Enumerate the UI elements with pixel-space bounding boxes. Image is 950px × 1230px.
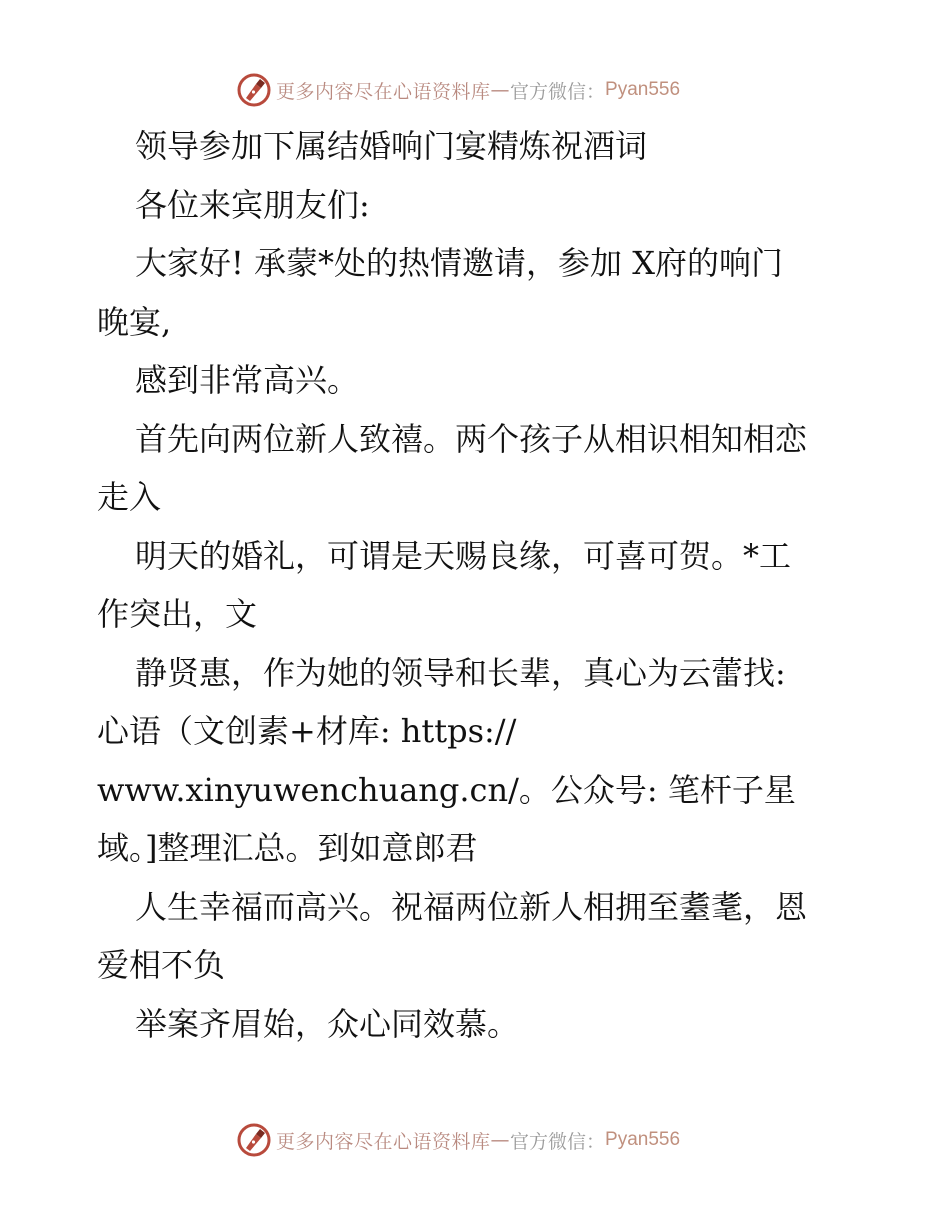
banner-wechat-id: Pyan556	[605, 1129, 681, 1150]
document-line: 人生幸福而高兴。祝福两位新人相拥至耋耄，恩	[135, 887, 808, 926]
banner-wechat-id: Pyan556	[605, 79, 681, 100]
document-line: 晚宴,	[97, 302, 172, 341]
pen-nib-logo-icon	[236, 1122, 272, 1158]
document-line: 首先向两位新人致禧。两个孩子从相识相知相恋	[135, 419, 808, 458]
footer-banner	[236, 1120, 680, 1160]
document-line: 爱相不负	[97, 946, 226, 984]
pen-nib-logo-icon	[236, 72, 272, 108]
document-line: 作突出，文	[97, 595, 258, 633]
banner-slogan: 更多内容尽在心语资料库	[276, 80, 491, 103]
banner-separator: —	[490, 79, 511, 101]
document-line: 走入	[97, 478, 162, 516]
banner-slogan: 更多内容尽在心语资料库	[276, 1130, 491, 1153]
banner-wechat-label: 官方微信：	[510, 80, 606, 103]
document-line: 静贤惠，作为她的领导和长辈，真心为云蕾找:	[135, 653, 786, 692]
document-line: www.xinyuwenchuang.cn/。公众号: 笔杆子星	[97, 770, 796, 809]
document-title: 领导参加下属结婚响门宴精炼祝酒词	[135, 127, 648, 165]
banner-separator: —	[490, 1129, 511, 1151]
banner-wechat-label: 官方微信：	[510, 1130, 606, 1153]
document-line: 各位来宾朋友们:	[135, 185, 370, 224]
document-line: 明天的婚礼，可谓是天赐良缘，可喜可贺。*工	[135, 536, 792, 575]
document-line: 心语（文创素+材库: https://	[97, 712, 517, 750]
document-line: 感到非常高兴。	[135, 361, 360, 399]
document-line: 大家好! 承蒙*处的热情邀请，参加 X府的响门	[135, 244, 783, 282]
document-line: 域。]整理汇总。到如意郎君	[97, 829, 478, 867]
document-line: 举案齐眉始，众心同效慕。	[135, 1004, 520, 1043]
document-body	[97, 117, 867, 1053]
header-banner	[236, 70, 680, 110]
